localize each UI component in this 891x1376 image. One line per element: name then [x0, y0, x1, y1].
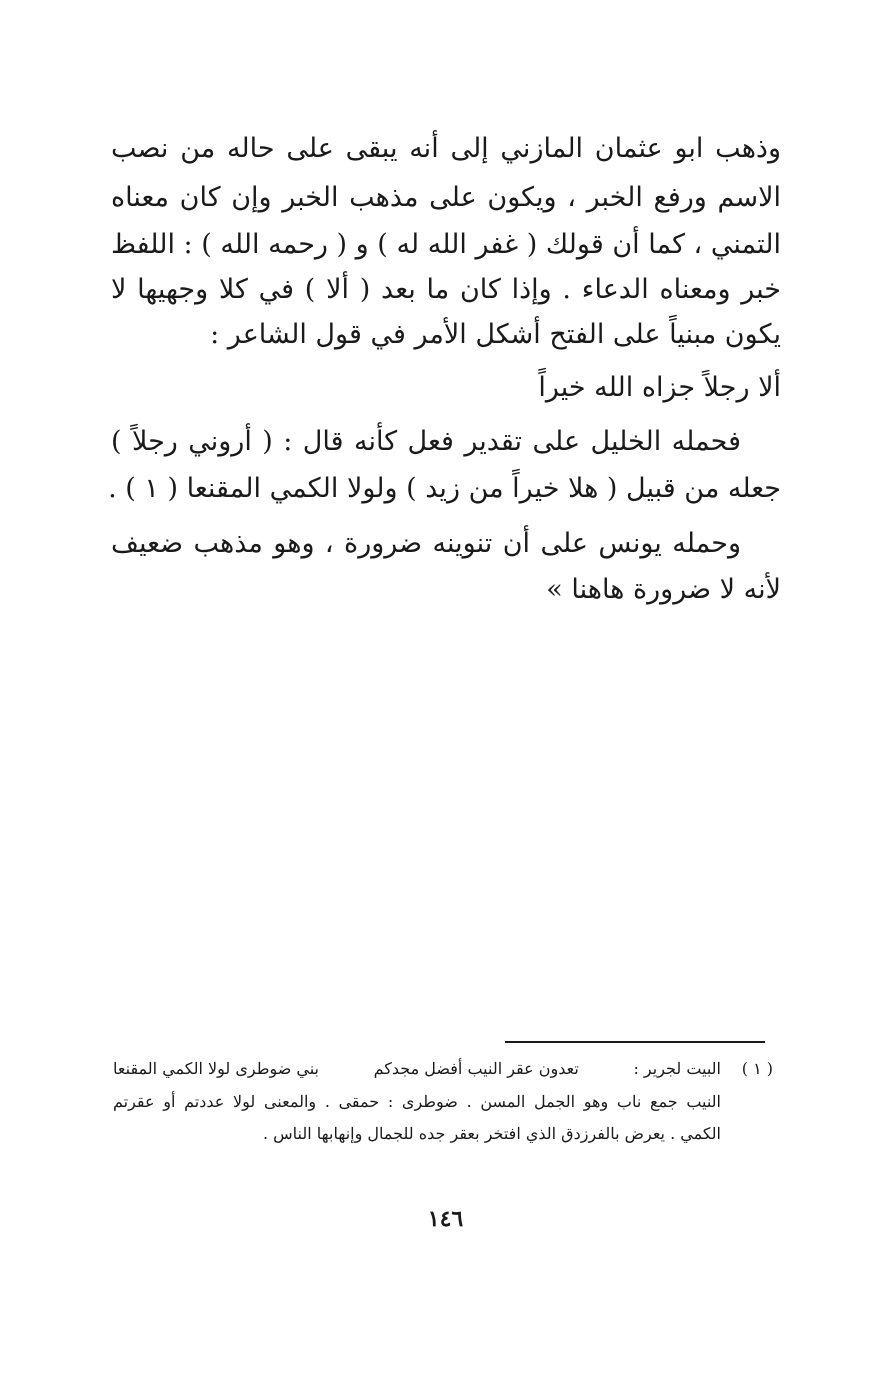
- footnote-number: ( ١ ): [741, 1059, 773, 1078]
- body-line-5: يكون مبنياً على الفتح أشكل الأمر في قول الشاعر :: [210, 319, 781, 350]
- footnote-line-3: الكمي . يعرض بالفرزدق الذي افتخر بعقر جده للجمال وإنهابها الناس .: [262, 1124, 721, 1143]
- page-number: ١٤٦: [427, 1206, 464, 1232]
- footnote-verse-row: [113, 1058, 721, 1080]
- footnote-line-1: [113, 1058, 773, 1084]
- footnote-line-2: النيب جمع ناب وهو الجمل المسن . ضوطرى : حمقى . والمعنى لولا عددتم أو عقرتم: [113, 1092, 722, 1111]
- body-line-6: فحمله الخليل على تقدير فعل كأنه قال : ( أروني رجلاً ): [111, 426, 741, 457]
- footnote-separator: [505, 1041, 765, 1043]
- body-line-1: وذهب ابو عثمان المازني إلى أنه يبقى على حاله من نصب: [111, 133, 781, 164]
- poetry-line: ألا رجلاً جزاه الله خيراً: [538, 372, 781, 403]
- body-line-8: وحمله يونس على أن تنوينه ضرورة ، وهو مذهب ضعيف: [111, 528, 741, 559]
- footnote-verse-first: تعدون عقر النيب أفضل مجدكم: [373, 1059, 579, 1078]
- body-line-2: الاسم ورفع الخبر ، ويكون على مذهب الخبر وإن كان معناه: [111, 182, 781, 213]
- body-line-4: خبر ومعناه الدعاء . وإذا كان ما بعد ( ألا ) في كلا وجهيها لا: [111, 274, 781, 305]
- body-line-9: لأنه لا ضرورة هاهنا »: [546, 574, 781, 605]
- footnote-label: البيت لجرير :: [633, 1059, 721, 1078]
- footnote-verse-second: بني ضوطرى لولا الكمي المقنعا: [113, 1059, 320, 1078]
- body-line-3: التمني ، كما أن قولك ( غفر الله له ) و ( رحمه الله ) : اللفظ: [111, 229, 781, 260]
- body-line-7: جعله من قبيل ( هلا خيراً من زيد ) ولولا الكمي المقنعا ( ١ ) .: [108, 473, 781, 504]
